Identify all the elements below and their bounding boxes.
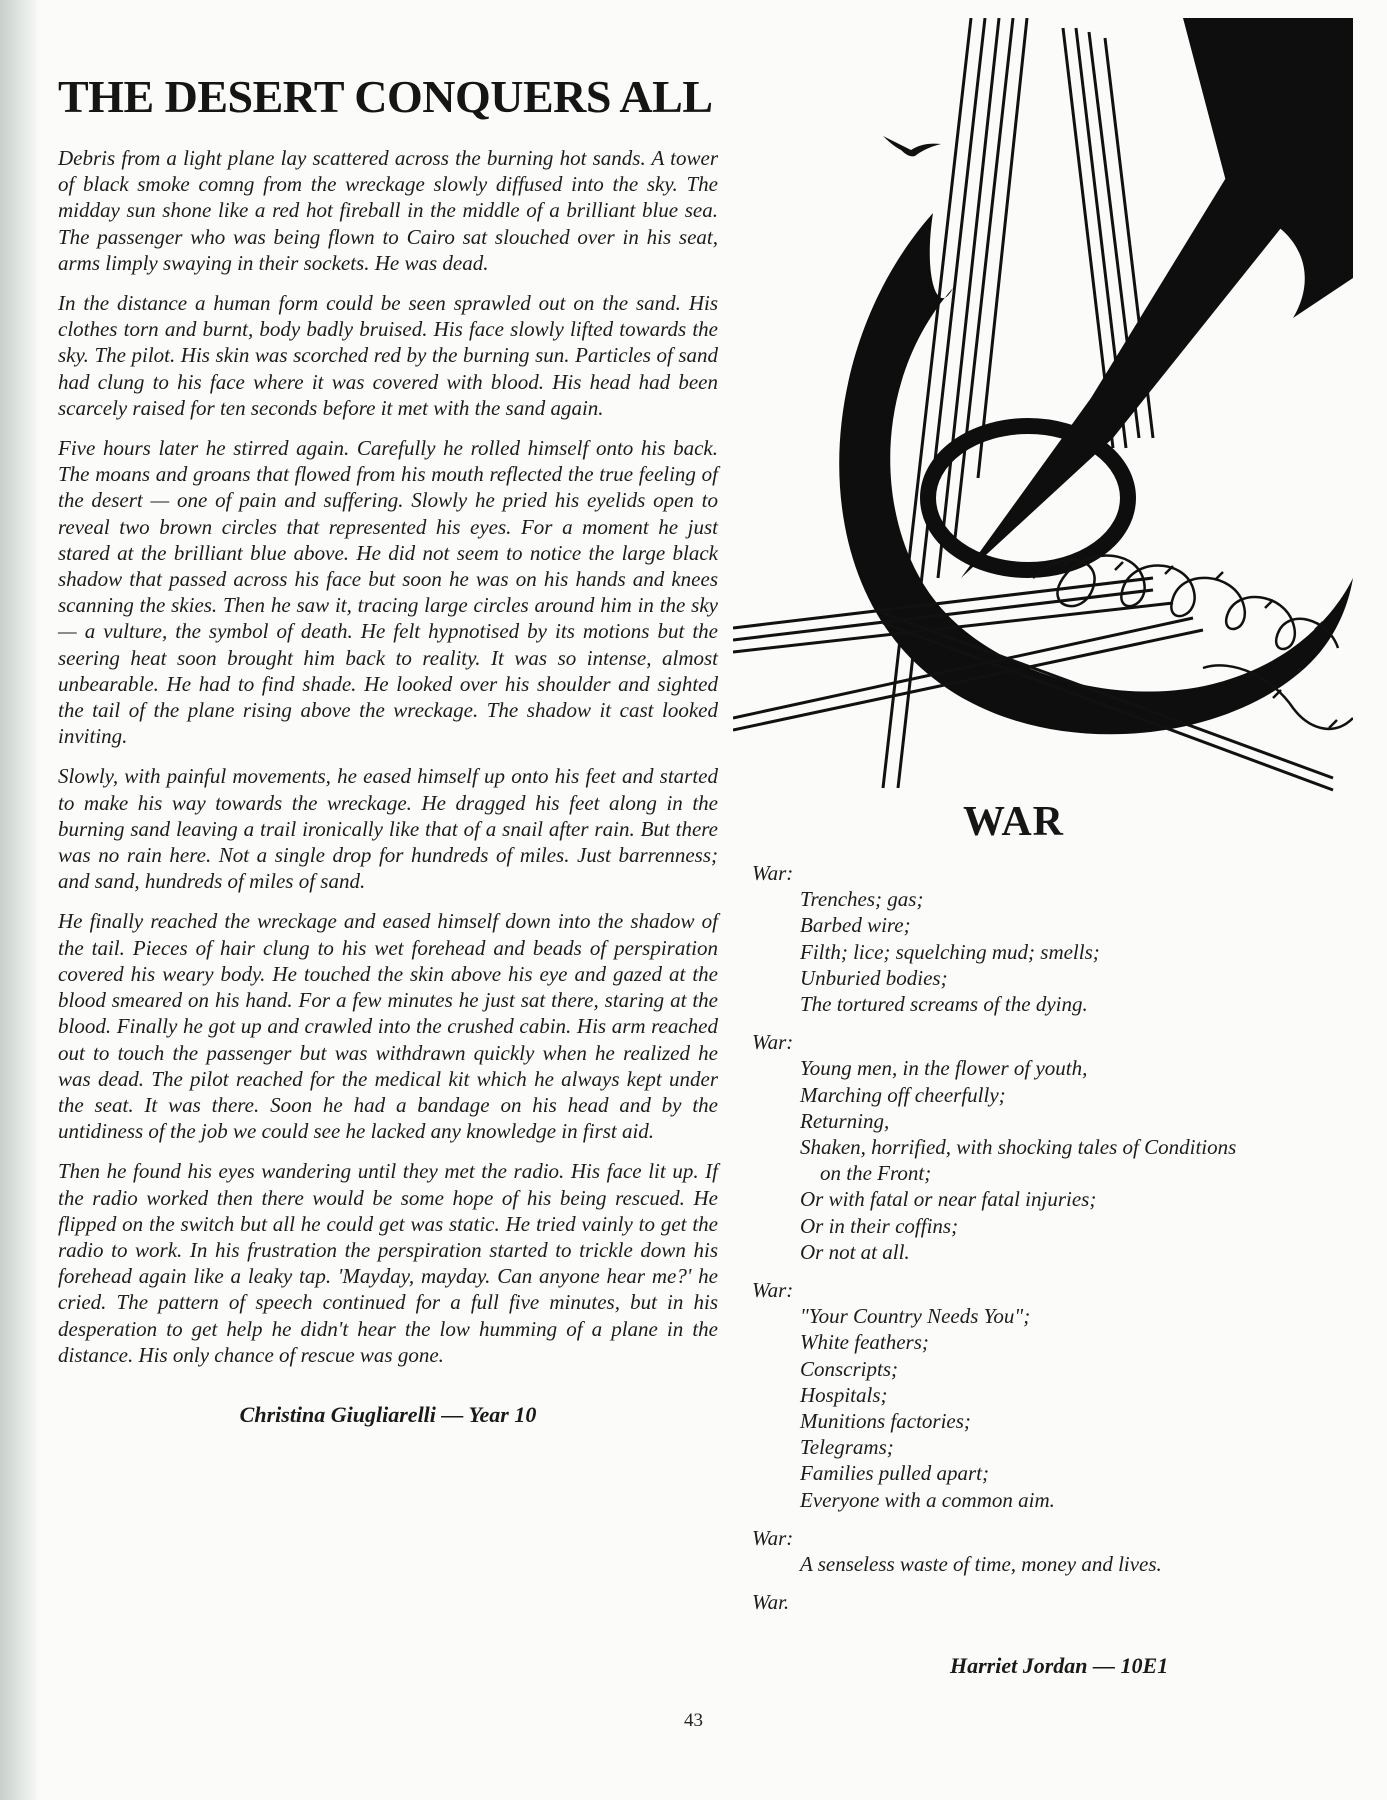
poem-line: Filth; lice; squelching mud; smells; [800,939,1100,964]
poem-stanza [752,1029,1372,1265]
poem-line: A senseless waste of time, money and lives. [800,1552,1162,1577]
bird-icon [883,136,941,156]
story-paragraph: Debris from a light plane lay scattered across the burning hot sands. A tower of black smoke comng from the wreckage slowly diffused into the sky. The midday sun shone like a red hot fireball in the middle of a brilliant blue sea. The passenger who was being flown to Cairo sat slouched over in his seat, arms limply swaying in their sockets. He was dead. [58,146,718,275]
poem-stanza [752,1525,1372,1577]
poem-line: Barbed wire; [800,913,911,938]
war-heading: War: [752,1278,794,1303]
story-column [58,70,718,1428]
poem-line: on the Front; [820,1161,932,1186]
page-edge-shadow [0,0,40,1800]
page-number: 43 [684,1710,703,1731]
war-heading: War: [752,1525,794,1550]
poem-line: White feathers; [800,1330,929,1355]
war-illustration [733,18,1353,793]
poem-line: Young men, in the flower of youth, [800,1056,1088,1081]
poem-stanza [752,860,1372,1017]
story-paragraph: Five hours later he stirred again. Carefully he rolled himself onto his back. The moans and groans that flowed from his mouth reflected the true feeling of the desert — one of pain and suffering. Slowly he pried his eyelids open to reveal two brown circles that represented his eyes. For a moment he just stared at the brilliant blue above. He did not seem to notice the large black shadow that passed across his face but soon he was on his hands and knees scanning the skies. Then he saw it, tracing large circles around him in the sky — a vulture, the symbol of death. He felt hypnotised by its motions but the seering heat soon brought him back to reality. It was so intense, almost unbearable. He had to find shade. He looked over his shoulder and sighted the tail of the plane rising above the wreckage. The shadow it cast looked inviting. [58,436,718,749]
poem-line: Munitions factories; [800,1409,971,1434]
poem-line: Or not at all. [800,1239,910,1264]
story-paragraph: In the distance a human form could be seen sprawled out on the sand. His clothes torn and burnt, body badly bruised. His face slowly lifted towards the sky. The pilot. His skin was scorched red by the burning sun. Particles of sand had clung to his face where it was covered with blood. His head had been scarcely raised for ten seconds before it met with the sand again. [58,291,718,420]
poem-line: "Your Country Needs You"; [800,1304,1031,1329]
poem-author: Harriet Jordan — 10E1 [950,1653,1169,1678]
poem-line: Hospitals; [800,1382,888,1407]
poem-title: WAR [963,799,1065,845]
story-paragraph: Slowly, with painful movements, he eased himself up onto his feet and started to make his way towards the wreckage. He dragged his feet along in the burning sand leaving a trail ironically like that of a snail after rain. But there was no rain here. Not a single drop for hundreds of miles. Just barrenness; and sand, hundreds of miles of sand. [58,764,718,894]
story-author: Christina Giugliarelli — Year 10 [239,1401,537,1427]
poem-line: Telegrams; [800,1435,894,1460]
war-heading: War: [752,861,794,885]
poem-line: The tortured screams of the dying. [800,992,1088,1017]
story-title: THE DESERT CONQUERS ALL [58,71,713,122]
poem-line: Conscripts; [800,1356,899,1381]
poem-line: Everyone with a common aim. [800,1487,1055,1512]
poem-line: Or in their coffins; [800,1213,959,1238]
poem-line: Shaken, horrified, with shocking tales of Conditions [800,1135,1237,1160]
poem-line: Families pulled apart; [800,1461,989,1486]
poem-line: Returning, [800,1108,890,1133]
poem-line: Trenches; gas; [800,887,924,912]
poem-stanza [752,1277,1372,1513]
poem-line: Unburied bodies; [800,965,948,990]
poem-line: Marching off cheerfully; [800,1082,1006,1107]
story-paragraph: He finally reached the wreckage and eased himself down into the shadow of the tail. Pieces of hair clung to his wet forehead and beads of perspiration covered his weary body. He touched the skin above his eye and gazed at the blood smeared on his hand. For a few minutes he just sat there, staring at the blood. Finally he got up and crawled into the crushed cabin. His arm reached out to touch the passenger but was withdrawn quickly when he realized he was dead. The pilot reached for the medical kit which he always kept under the seat. It was there. Soon he had a bandage on his head and by the untidiness of the job we could see he lacked any knowledge in first aid. [58,909,718,1144]
war-heading: War: [752,1030,794,1055]
poem-column [733,0,1387,1800]
poem-body [752,860,1372,1615]
story-paragraph: Then he found his eyes wandering until they met the radio. His face lit up. If the radio worked then there would be some hope of his being rescued. He flipped on the switch but all he could get was static. He tried vainly to get the radio to work. In his frustration the perspiration started to trickle down his forehead again like a leaky tap. 'Mayday, mayday. Can anyone hear me?' he cried. The pattern of speech continued for a full five minutes, but in his desperation to get help he didn't hear the low humming of a plane in the distance. His only chance of rescue was gone. [58,1159,718,1367]
poem-closing: War. [752,1590,790,1615]
crescent-shape [839,213,1353,734]
poem-line: Or with fatal or near fatal injuries; [800,1187,1097,1212]
